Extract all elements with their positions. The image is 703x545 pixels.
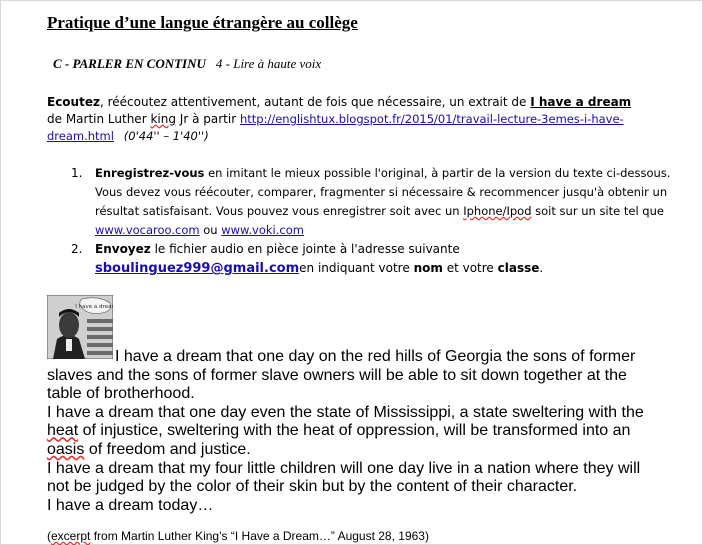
vocaroo-link[interactable]: www.vocaroo.com [95, 223, 200, 237]
item-number: 2. [71, 242, 83, 256]
speech-line-1: I have a dream that one day on the red hills of Georgia the sons of former slaves and the sons of former slave owners will be able to sit down together at the table of brotherhood. [47, 348, 636, 403]
intro-author: de Martin Luther [47, 112, 147, 126]
speech-line-2a: I have a dream that one day even the state of Mississippi, a state sweltering with the [47, 403, 644, 421]
item-body-c: et votre [446, 261, 494, 275]
intro-lead: Ecoutez [47, 95, 100, 109]
item-bold-nom: nom [413, 261, 443, 275]
item-end: . [539, 261, 544, 275]
item-body-b: soit sur un site tel que [535, 204, 664, 218]
citation-open: ( [47, 529, 51, 543]
item-text [95, 240, 671, 278]
speech-paragraph: I have a dream today… [47, 496, 214, 514]
page-title: Pratique d’une langue étrangère au collège [47, 13, 358, 32]
intro-author-b: Jr à partir [179, 112, 237, 126]
intro-timing: (0'44'' – 1'40'') [123, 129, 209, 143]
section-sub: 4 - Lire à haute voix [215, 56, 322, 71]
list-item [71, 164, 671, 240]
section-main: C - PARLER EN CONTINU [53, 56, 206, 71]
list-item [71, 240, 671, 278]
blog-link[interactable]: http://englishtux.blogspot.fr/2015/01/travail-lecture-3emes-i-have-dream.html [47, 112, 624, 143]
item-number: 1. [71, 166, 83, 180]
speech-title: I have a dream [530, 95, 632, 109]
item-body-b: en indiquant votre [299, 261, 410, 275]
item-body: le fichier audio en pièce jointe à l'adresse suivante [154, 242, 460, 256]
speech-paragraph [47, 348, 657, 404]
citation-excerpt: excerpt [51, 529, 91, 543]
intro-lead-text: , réécoutez attentivement, autant de fois que nécessaire, un extrait de [99, 95, 527, 109]
speech-line-2c: of freedom and justice. [88, 440, 251, 458]
source-citation [47, 529, 429, 543]
email-link[interactable]: sboulinguez999@gmail.com [95, 261, 300, 276]
speech-line-2b: of injustice, sweltering with the heat of oppression, will be transformed into an [82, 422, 631, 440]
speech-oasis: oasis [47, 440, 85, 458]
citation-text: from Martin Luther King’s “I Have a Dream…” August 28, 1963) [93, 529, 429, 543]
intro-paragraph [47, 94, 647, 145]
speech-paragraph: I have a dream that my four little children will one day live in a nation where they will not be judged by the color of their skin but by the content of their character. [47, 459, 641, 496]
speech-paragraph [47, 404, 657, 460]
section-heading [53, 56, 321, 72]
intro-king: king [150, 112, 176, 126]
item-or: ou [203, 223, 218, 237]
photo-caption: I have a dream [75, 304, 113, 310]
speech-heat: heat [47, 422, 79, 440]
instruction-list [71, 164, 671, 278]
speech-text [47, 348, 657, 515]
device-name: Iphone/Ipod [463, 204, 532, 218]
item-bold: Enregistrez-vous [95, 166, 205, 180]
voki-link[interactable]: www.voki.com [221, 223, 304, 237]
item-bold: Envoyez [95, 242, 151, 256]
item-text [95, 164, 671, 240]
item-bold-classe: classe [497, 261, 540, 275]
item-body: en imitant le mieux possible l'original, à partir de la version du texte ci-dessous. Vous devez vous réécouter, comparer, fragmenter si nécessaire & recommencer jusqu'à obtenir un résultat satisfaisant. Vous pouvez vous enregistrer soit avec un [95, 166, 671, 218]
